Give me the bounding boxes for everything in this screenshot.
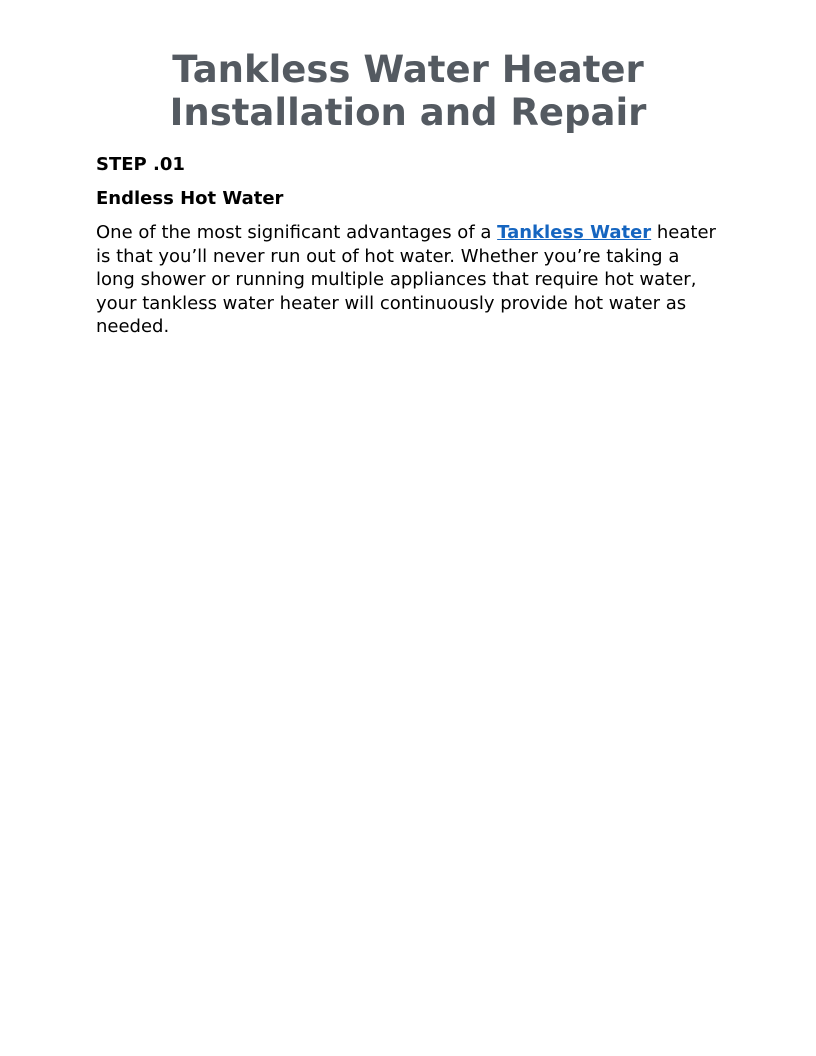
title-line-1: Tankless Water Heater: [172, 48, 644, 91]
title-line-2: Installation and Repair: [169, 91, 647, 134]
tankless-water-link[interactable]: Tankless Water: [497, 222, 652, 243]
paragraph-text-before-link: One of the most significant advantages of a: [96, 222, 498, 243]
document-page: [96, 48, 720, 339]
page-title: [96, 48, 720, 134]
paragraph-text-after-link: heater is that you’ll never run out of hot water. Whether you’re taking a long shower or running multiple appliances that require hot water, your tankless water heater will continuously provide hot water as needed.: [96, 222, 716, 337]
body-paragraph: [96, 221, 720, 339]
step-label: STEP .01: [96, 154, 185, 175]
section-heading: Endless Hot Water: [96, 188, 284, 209]
